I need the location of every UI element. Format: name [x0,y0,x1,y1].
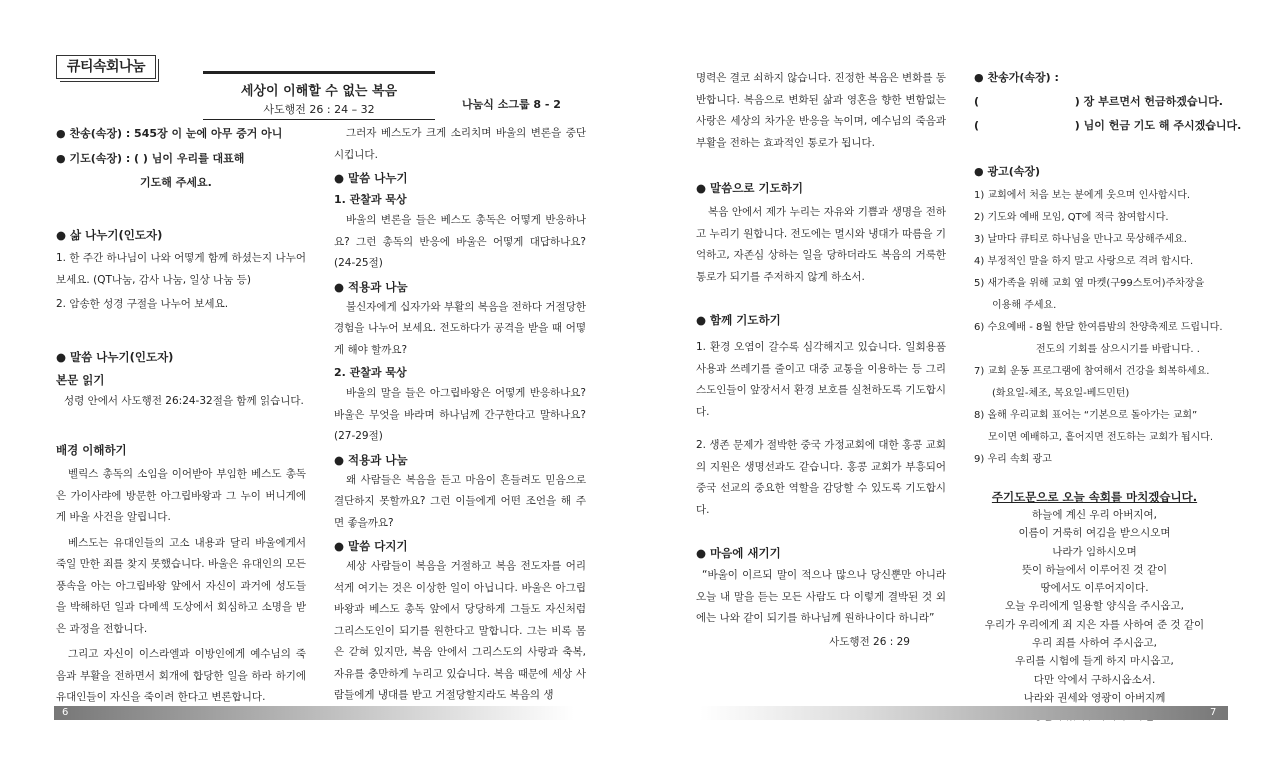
resolve-text: 세상 사람들이 복음을 거절하고 복음 전도자를 어리석게 여기는 것은 이상한 일이 아닙니다. 바울은 아그립바왕과 베스도 총독 앞에서 당당하게 그들도 자신처럼 그리스도인이 되기를 원한다고 말합니다. 그는 비록 몸은 갇혀 있지만, 복음 안에서 그리스도의 사랑과 축복, 자유를 충만하게 누리고 있습니다. 복음 때문에 세상 사람들에게 냉대를 받고 거절당할지라도 복음의 생 [334,560,586,701]
ad-item: 7) 교회 운동 프로그램에 참여해서 건강을 회복하세요. [974,366,1210,377]
word-share-heading: ● 말씀 나누기(인도자) [56,347,306,367]
prayer-line: 우리를 시험에 들게 하지 마시옵고, [1015,655,1174,668]
together-heading: ● 함께 기도하기 [696,310,946,330]
background-paragraph-2: 베스도는 유대인들의 고소 내용과 달리 바울에게서 죽일 만한 죄를 찾지 못했습니다. 바울은 유대인의 모든 풍속을 아는 아그립바왕 앞에서 자신이 과거에 성도들을 박해하던 일과 다메섹 도상에서 회심하고 소명을 받은 과정을 전합니다. [56,536,306,635]
hymn-heading: ● 찬송가(속장) : [974,68,1234,88]
prayer-line: 이름이 거룩히 여김을 받으시오며 [1018,527,1171,540]
apply-heading-2: ● 적용과 나눔 [334,450,586,470]
ads-list [974,185,1234,471]
ad-item: 6) 수요예배 - 8월 한달 한여름밤의 찬양축제로 드립니다. [974,322,1223,333]
logo: 큐티속회나눔 [56,55,156,79]
column-4 [974,68,1242,471]
ad-item: 9) 우리 속회 광고 [974,454,1052,465]
continued-text: 명력은 결코 쇠하지 않습니다. 진정한 복음은 변화를 동반합니다. 복음으로 변화된 삶과 영혼을 향한 변함없는 사랑은 세상의 차가운 반응을 녹이며, 예수님의 죽음과 부활을 전하는 효과적인 통로가 됩니다. [696,72,946,149]
lords-prayer-block [962,488,1227,726]
footer-bar-right [700,706,1228,720]
prayer-line: 땅에서도 이루어지이다. [1040,582,1149,595]
share-heading: ● 말씀 나누기 [334,168,586,188]
offering-prayer-line: ( ) 님이 헌금 기도 해 주시겠습니다. [974,119,1242,132]
prayer-line: 오늘 우리에게 일용할 양식을 주시옵고, [1005,600,1184,613]
ad-item: 2) 기도와 예배 모임, QT에 적극 참여합시다. [974,212,1169,223]
background-paragraph-1: 벨릭스 총독의 소임을 이어받아 부임한 베스도 총독은 가이사랴에 방문한 아그립바왕과 그 누이 버니게에게 바울 사건을 알립니다. [56,468,306,523]
page-title: 세상이 이해할 수 없는 복음 [240,84,398,99]
ad-item: 1) 교회에서 처음 보는 분에게 웃으며 인사합시다. [974,190,1191,201]
resolve-heading: ● 말씀 다지기 [334,536,586,556]
prayer-line: 나라가 임하시오며 [1052,545,1137,558]
together-item-1: 1. 환경 오염이 갈수록 심각해지고 있습니다. 일회용품 사용과 쓰레기를 줄이고 대중 교통을 이용하는 등 그리스도인들이 앞장서서 환경 보호를 실천하도록 기도합시다. [696,341,946,418]
read-text: 성령 안에서 사도행전 26:24-32절을 함께 읽습니다. [64,394,304,407]
intro-text: 그러자 베스도가 크게 소리치며 바울의 변론을 중단시킵니다. [334,127,586,161]
apply-text-1: 불신자에게 십자가와 부활의 복음을 전하다 거절당한 경험을 나누어 보세요. 전도하다가 공격을 받을 때 어떻게 해야 할까요? [334,300,586,356]
apply-heading-1: ● 적용과 나눔 [334,277,586,297]
footer-bar-left [54,706,574,720]
background-heading: 배경 이해하기 [56,443,127,457]
group-label: 나눔식 소그룹 8 - 2 [462,98,561,111]
scripture-reference: 사도행전 26 : 24 – 32 [203,101,435,120]
heart-verse-reference: 사도행전 26 : 29 [829,635,910,648]
ad-item: 모이면 예배하고, 흩어지면 전도하는 교회가 됩시다. [988,432,1214,443]
ads-heading: ● 광고(속장) [974,162,1234,182]
pray-word-text: 복음 안에서 제가 누리는 자유와 기쁨과 생명을 전하고 누리기 원합니다. 전도에는 멸시와 냉대가 따름을 기억하고, 자존심 상하는 일을 당하더라도 복음의 거룩한 통로가 되기를 주저하지 않게 하소서. [696,206,946,283]
observe-text-2: 바울의 말을 들은 아그립바왕은 어떻게 반응하나요? 바울은 무엇을 바라며 하나님께 간구한다고 말하나요?(27-29절) [334,387,586,442]
observe-heading-1: 1. 관찰과 묵상 [334,193,407,206]
life-share-heading: ● 삶 나누기(인도자) [56,225,306,245]
prayer-line: ● 기도(속장) : ( ) 님이 우리를 대표해 [56,149,306,169]
ad-item: 이용해 주세요. [992,300,1057,311]
prayer-line: 나라와 권세와 영광이 아버지께 [1023,691,1166,704]
column-2 [334,123,586,707]
apply-text-2: 왜 사람들은 복음을 듣고 마음이 흔들려도 믿음으로 결단하지 못할까요? 그런 이들에게 어떤 조언을 해 주면 좋을까요? [334,473,586,529]
ad-item: 8) 올해 우리교회 표어는 “기본으로 돌아가는 교회” [974,410,1198,421]
background-paragraph-3: 그리고 자신이 이스라엘과 이방인에게 예수님의 죽음과 부활을 전하면서 회개에 합당한 일을 하라 하기에 유대인들이 자신을 죽이려 한다고 변론합니다. [56,648,306,703]
ad-item: (화요일-체조, 목요일-베드민턴) [992,388,1130,399]
column-3 [696,68,946,653]
observe-heading-2: 2. 관찰과 묵상 [334,366,407,379]
prayer-line-2: 기도해 주세요. [140,176,212,189]
ad-item: 4) 부정적인 말을 하지 말고 사랑으로 격려 합시다. [974,256,1194,267]
page-number-right: 7 [1210,707,1217,718]
hymn-offering-line: ( ) 장 부르면서 헌금하겠습니다. [974,95,1223,108]
prayer-line: 하늘에 계신 우리 아버지여, [1032,509,1157,521]
hymn-line: ● 찬송(속장) : 545장 이 눈에 아무 증거 아니 [56,124,306,144]
prayer-line: 뜻이 하늘에서 이루어진 것 같이 [1021,563,1168,576]
observe-text-1: 바울의 변론을 들은 베스도 총독은 어떻게 반응하나요? 그런 총독의 반응에 바울은 어떻게 대답하나요?(24-25절) [334,214,586,269]
prayer-line: 우리 죄를 사하여 주시옵고, [1032,637,1157,650]
together-item-2: 2. 생존 문제가 절박한 중국 가정교회에 대한 홍콩 교회의 지원은 생명선과도 같습니다. 홍콩 교회가 부흥되어 중국 선교의 중요한 역할을 감당할 수 있도록 기도합시다. [696,439,946,516]
prayer-line: 우리가 우리에게 죄 지은 자를 사하여 준 것 같이 [984,618,1205,631]
heart-heading: ● 마음에 새기기 [696,543,946,563]
life-share-item-1: 1. 한 주간 하나님이 나와 어떻게 함께 하셨는지 나누어 보세요. (QT나눔, 감사 나눔, 일상 나눔 등) [56,252,306,286]
life-share-item-2: 2. 암송한 성경 구절을 나누어 보세요. [56,298,229,310]
heart-verse: “바울이 이르되 말이 적으나 많으나 당신뿐만 아니라 오늘 내 말을 듣는 모든 사람도 다 이렇게 결박된 것 외에는 나와 같이 되기를 하나님께 원하나이다 하니라” [696,569,946,624]
column-1 [56,124,306,709]
page-number-left: 6 [62,707,69,718]
ad-item: 전도의 기회를 삼으시기를 바랍니다. . [1036,344,1200,355]
ad-item: 5) 새가족을 위해 교회 옆 마켓(구99스토어)주차장을 [974,278,1205,289]
closing-heading: 주기도문으로 오늘 속회를 마치겠습니다. [991,490,1198,504]
title-block [203,71,435,120]
pray-word-heading: ● 말씀으로 기도하기 [696,178,946,198]
prayer-line: 다만 악에서 구하시옵소서. [1033,673,1156,686]
read-heading: 본문 읽기 [56,372,105,387]
ad-item: 3) 날마다 큐티로 하나님을 만나고 묵상해주세요. [974,234,1187,245]
